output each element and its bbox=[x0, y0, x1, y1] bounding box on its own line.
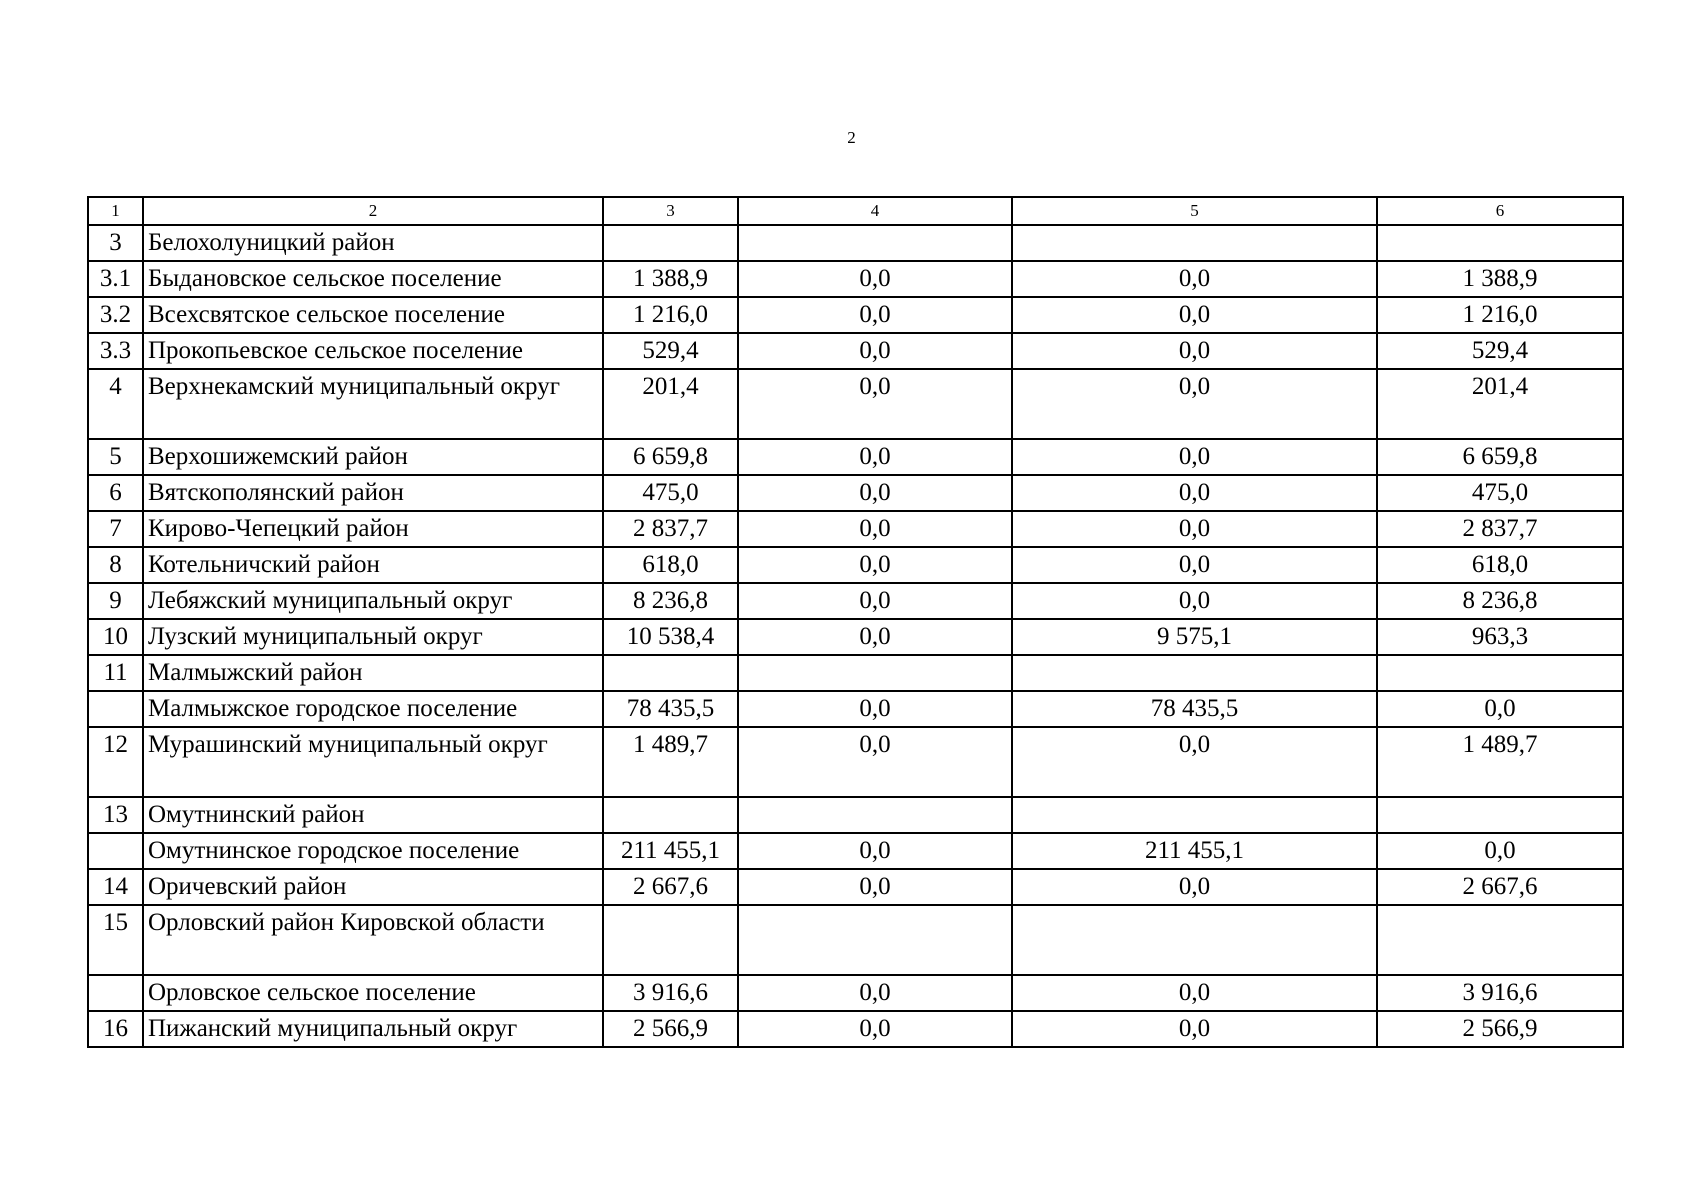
cell-col3: 618,0 bbox=[603, 547, 738, 583]
row-number: 3 bbox=[88, 225, 143, 261]
row-name: Котельничский район bbox=[143, 547, 603, 583]
row-name: Малмыжский район bbox=[143, 655, 603, 691]
cell-col6: 529,4 bbox=[1377, 333, 1623, 369]
row-name: Верхошижемский район bbox=[143, 439, 603, 475]
cell-col6: 0,0 bbox=[1377, 691, 1623, 727]
table-row bbox=[88, 619, 1623, 655]
row-name: Малмыжское городское поселение bbox=[143, 691, 603, 727]
cell-col4: 0,0 bbox=[738, 975, 1012, 1011]
cell-col5 bbox=[1012, 797, 1377, 833]
row-name: Лузский муниципальный округ bbox=[143, 619, 603, 655]
table-row bbox=[88, 297, 1623, 333]
cell-col4 bbox=[738, 225, 1012, 261]
cell-col5 bbox=[1012, 655, 1377, 691]
cell-col6: 475,0 bbox=[1377, 475, 1623, 511]
table-row bbox=[88, 869, 1623, 905]
row-number: 4 bbox=[88, 369, 143, 439]
cell-col3: 529,4 bbox=[603, 333, 738, 369]
column-header: 2 bbox=[143, 197, 603, 225]
cell-col5: 0,0 bbox=[1012, 511, 1377, 547]
cell-col4: 0,0 bbox=[738, 1011, 1012, 1047]
cell-col5 bbox=[1012, 905, 1377, 975]
cell-col6: 2 667,6 bbox=[1377, 869, 1623, 905]
column-header: 4 bbox=[738, 197, 1012, 225]
table-row bbox=[88, 475, 1623, 511]
cell-col5: 211 455,1 bbox=[1012, 833, 1377, 869]
cell-col3: 201,4 bbox=[603, 369, 738, 439]
column-number-row bbox=[88, 197, 1623, 225]
column-header: 5 bbox=[1012, 197, 1377, 225]
cell-col6: 618,0 bbox=[1377, 547, 1623, 583]
table-row bbox=[88, 333, 1623, 369]
cell-col6 bbox=[1377, 797, 1623, 833]
row-number: 16 bbox=[88, 1011, 143, 1047]
cell-col6: 963,3 bbox=[1377, 619, 1623, 655]
row-number: 10 bbox=[88, 619, 143, 655]
row-number: 9 bbox=[88, 583, 143, 619]
cell-col3: 10 538,4 bbox=[603, 619, 738, 655]
cell-col3: 6 659,8 bbox=[603, 439, 738, 475]
cell-col6 bbox=[1377, 225, 1623, 261]
cell-col3: 2 667,6 bbox=[603, 869, 738, 905]
column-header: 3 bbox=[603, 197, 738, 225]
cell-col4: 0,0 bbox=[738, 869, 1012, 905]
row-number: 3.1 bbox=[88, 261, 143, 297]
cell-col3: 2 566,9 bbox=[603, 1011, 738, 1047]
cell-col6: 1 388,9 bbox=[1377, 261, 1623, 297]
row-name: Орловский район Кировской области bbox=[143, 905, 603, 975]
row-number: 11 bbox=[88, 655, 143, 691]
row-name: Белохолуницкий район bbox=[143, 225, 603, 261]
row-number bbox=[88, 833, 143, 869]
row-name: Вятскополянский район bbox=[143, 475, 603, 511]
cell-col3: 1 388,9 bbox=[603, 261, 738, 297]
cell-col5: 0,0 bbox=[1012, 261, 1377, 297]
table-row bbox=[88, 261, 1623, 297]
table-row bbox=[88, 225, 1623, 261]
cell-col5: 0,0 bbox=[1012, 297, 1377, 333]
cell-col6: 1 216,0 bbox=[1377, 297, 1623, 333]
row-number: 5 bbox=[88, 439, 143, 475]
cell-col5 bbox=[1012, 225, 1377, 261]
row-number: 7 bbox=[88, 511, 143, 547]
table-row bbox=[88, 797, 1623, 833]
cell-col6: 2 837,7 bbox=[1377, 511, 1623, 547]
cell-col4: 0,0 bbox=[738, 369, 1012, 439]
cell-col5: 0,0 bbox=[1012, 475, 1377, 511]
cell-col6 bbox=[1377, 905, 1623, 975]
cell-col5: 0,0 bbox=[1012, 333, 1377, 369]
cell-col4: 0,0 bbox=[738, 475, 1012, 511]
cell-col5: 0,0 bbox=[1012, 869, 1377, 905]
cell-col5: 9 575,1 bbox=[1012, 619, 1377, 655]
cell-col3 bbox=[603, 797, 738, 833]
cell-col3: 1 216,0 bbox=[603, 297, 738, 333]
cell-col4 bbox=[738, 797, 1012, 833]
cell-col3 bbox=[603, 905, 738, 975]
cell-col4: 0,0 bbox=[738, 333, 1012, 369]
cell-col6: 2 566,9 bbox=[1377, 1011, 1623, 1047]
row-name: Оричевский район bbox=[143, 869, 603, 905]
table-row bbox=[88, 583, 1623, 619]
table-row bbox=[88, 369, 1623, 439]
cell-col3: 3 916,6 bbox=[603, 975, 738, 1011]
row-name: Прокопьевское сельское поселение bbox=[143, 333, 603, 369]
row-number: 14 bbox=[88, 869, 143, 905]
table-row bbox=[88, 833, 1623, 869]
cell-col6: 6 659,8 bbox=[1377, 439, 1623, 475]
cell-col4: 0,0 bbox=[738, 619, 1012, 655]
cell-col4: 0,0 bbox=[738, 511, 1012, 547]
cell-col5: 0,0 bbox=[1012, 975, 1377, 1011]
row-number: 3.3 bbox=[88, 333, 143, 369]
row-name: Мурашинский муниципальный округ bbox=[143, 727, 603, 797]
column-header: 6 bbox=[1377, 197, 1623, 225]
cell-col4: 0,0 bbox=[738, 439, 1012, 475]
cell-col4: 0,0 bbox=[738, 583, 1012, 619]
cell-col4: 0,0 bbox=[738, 833, 1012, 869]
row-number: 15 bbox=[88, 905, 143, 975]
cell-col5: 0,0 bbox=[1012, 1011, 1377, 1047]
cell-col5: 0,0 bbox=[1012, 583, 1377, 619]
cell-col4 bbox=[738, 655, 1012, 691]
row-number: 8 bbox=[88, 547, 143, 583]
cell-col6: 201,4 bbox=[1377, 369, 1623, 439]
row-name: Верхнекамский муниципальный округ bbox=[143, 369, 603, 439]
table-row bbox=[88, 655, 1623, 691]
cell-col6: 1 489,7 bbox=[1377, 727, 1623, 797]
row-name: Пижанский муниципальный округ bbox=[143, 1011, 603, 1047]
cell-col3 bbox=[603, 225, 738, 261]
row-name: Орловское сельское поселение bbox=[143, 975, 603, 1011]
cell-col6: 0,0 bbox=[1377, 833, 1623, 869]
row-name: Омутнинское городское поселение bbox=[143, 833, 603, 869]
row-name: Лебяжский муниципальный округ bbox=[143, 583, 603, 619]
table-row bbox=[88, 691, 1623, 727]
cell-col3 bbox=[603, 655, 738, 691]
cell-col5: 0,0 bbox=[1012, 547, 1377, 583]
cell-col3: 475,0 bbox=[603, 475, 738, 511]
row-number: 6 bbox=[88, 475, 143, 511]
table-row bbox=[88, 547, 1623, 583]
cell-col3: 78 435,5 bbox=[603, 691, 738, 727]
cell-col4: 0,0 bbox=[738, 547, 1012, 583]
column-header: 1 bbox=[88, 197, 143, 225]
row-number: 3.2 bbox=[88, 297, 143, 333]
cell-col4: 0,0 bbox=[738, 691, 1012, 727]
cell-col4: 0,0 bbox=[738, 297, 1012, 333]
table-row bbox=[88, 1011, 1623, 1047]
cell-col5: 78 435,5 bbox=[1012, 691, 1377, 727]
page-number: 2 bbox=[847, 128, 856, 147]
table-row bbox=[88, 975, 1623, 1011]
row-name: Омутнинский район bbox=[143, 797, 603, 833]
table-row bbox=[88, 905, 1623, 975]
cell-col3: 1 489,7 bbox=[603, 727, 738, 797]
cell-col4: 0,0 bbox=[738, 261, 1012, 297]
row-number: 13 bbox=[88, 797, 143, 833]
cell-col3: 8 236,8 bbox=[603, 583, 738, 619]
table-row bbox=[88, 727, 1623, 797]
cell-col5: 0,0 bbox=[1012, 439, 1377, 475]
cell-col4 bbox=[738, 905, 1012, 975]
row-number: 12 bbox=[88, 727, 143, 797]
budget-table bbox=[87, 196, 1624, 1048]
row-name: Всехсвятское сельское поселение bbox=[143, 297, 603, 333]
row-name: Быдановское сельское поселение bbox=[143, 261, 603, 297]
row-number bbox=[88, 975, 143, 1011]
cell-col4: 0,0 bbox=[738, 727, 1012, 797]
cell-col5: 0,0 bbox=[1012, 727, 1377, 797]
cell-col3: 2 837,7 bbox=[603, 511, 738, 547]
cell-col5: 0,0 bbox=[1012, 369, 1377, 439]
table-row bbox=[88, 511, 1623, 547]
row-number bbox=[88, 691, 143, 727]
table-row bbox=[88, 439, 1623, 475]
cell-col6: 3 916,6 bbox=[1377, 975, 1623, 1011]
row-name: Кирово-Чепецкий район bbox=[143, 511, 603, 547]
cell-col3: 211 455,1 bbox=[603, 833, 738, 869]
cell-col6: 8 236,8 bbox=[1377, 583, 1623, 619]
cell-col6 bbox=[1377, 655, 1623, 691]
